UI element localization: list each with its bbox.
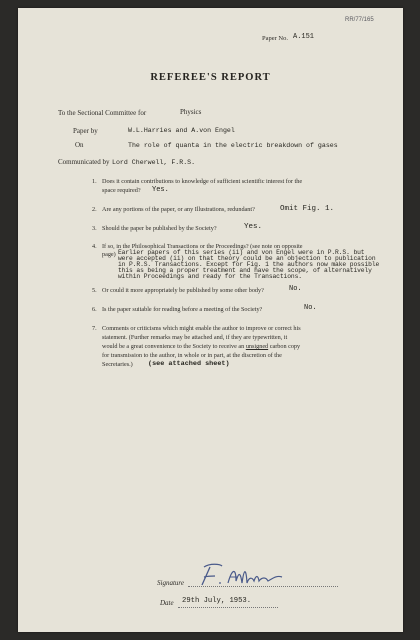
question-4-answer-line-2: were accepted (ii) on that theory could be an objection to publication — [118, 255, 376, 262]
question-7-text-4: for transmission to the author, in whole or in part, at the discretion of the — [102, 352, 282, 359]
communicated-value: Lord Cherwell, F.R.S. — [112, 159, 196, 166]
archive-reference: RR/77/165 — [345, 17, 374, 23]
committee-label: To the Sectional Committee for — [58, 109, 147, 117]
question-5-number: 5. — [92, 287, 97, 294]
question-7-text-3: would be a great convenience to the Society to receive an unsigned carbon copy — [102, 343, 301, 350]
question-2-answer: Omit Fig. 1. — [280, 205, 335, 213]
question-4-answer-line-5: within Proceedings and ready for the Transactions. — [118, 273, 302, 280]
question-1-answer: Yes. — [152, 186, 169, 194]
date-label: Date — [160, 599, 174, 607]
question-7-answer: (see attached sheet) — [148, 360, 230, 368]
on-value: The role of quanta in the electric breakdown of gases — [128, 142, 338, 149]
signature-image — [196, 561, 296, 589]
on-label: On — [75, 141, 84, 149]
paper-by-label: Paper by — [73, 127, 98, 135]
question-4-answer-line-1: Earlier papers of this series (ii) and von Engel were in P.R.S. but — [118, 249, 365, 256]
question-6-answer: No. — [304, 304, 317, 312]
question-4-number: 4. — [92, 243, 97, 250]
question-5-answer: No. — [289, 285, 302, 293]
question-2-text: Are any portions of the paper, or any Illustrations, redundant? — [102, 206, 255, 213]
question-3-number: 3. — [92, 225, 97, 232]
question-2-number: 2. — [92, 206, 97, 213]
question-4-text-2: page) — [102, 251, 116, 258]
communicated-label: Communicated by — [58, 158, 110, 166]
unsigned-emphasis: unsigned — [245, 343, 269, 350]
question-1-text-2: space required? — [102, 187, 141, 194]
paper-by-value: W.L.Harries and A.von Engel — [128, 127, 235, 134]
question-7-text-1: Comments or criticisms which might enable the author to improve or correct his — [102, 325, 301, 332]
question-3-answer: Yes. — [244, 223, 263, 231]
question-7-text-2: statement. (Further remarks may be attached and, if they are typewritten, it — [102, 334, 288, 341]
question-6-number: 6. — [92, 306, 97, 313]
signature-label: Signature — [157, 579, 184, 587]
question-1-text: Does it contain contributions to knowledge of sufficient scientific interest for the — [102, 178, 303, 185]
paper-number-value: A.151 — [293, 33, 315, 41]
question-5-text: Or could it more appropriately be published by some other body? — [102, 287, 264, 294]
committee-value: Physics — [180, 108, 202, 116]
question-4-answer-line-4: this as being a proper treatment and have the scope, of alternatively — [118, 267, 372, 274]
question-7-number: 7. — [92, 325, 97, 332]
question-1-number: 1. — [92, 178, 97, 185]
referee-report-sheet — [18, 8, 403, 632]
question-3-text: Should the paper be published by the Society? — [102, 225, 217, 232]
question-7-text-5: Secretaries.) — [102, 361, 133, 368]
page-title: REFEREE'S REPORT — [150, 72, 271, 83]
paper-number-label: Paper No. — [262, 35, 288, 42]
date-line — [178, 607, 278, 608]
date-value: 29th July, 1953. — [182, 597, 252, 605]
question-4-answer-line-3: in P.R.S. Transactions. Except for Fig. 1 the authors now make possible — [118, 261, 380, 268]
question-4-text: If so, in the Philosophical Transactions or the Proceedings? (see note on opposite — [102, 243, 303, 250]
question-6-text: Is the paper suitable for reading before a meeting of the Society? — [102, 306, 263, 313]
